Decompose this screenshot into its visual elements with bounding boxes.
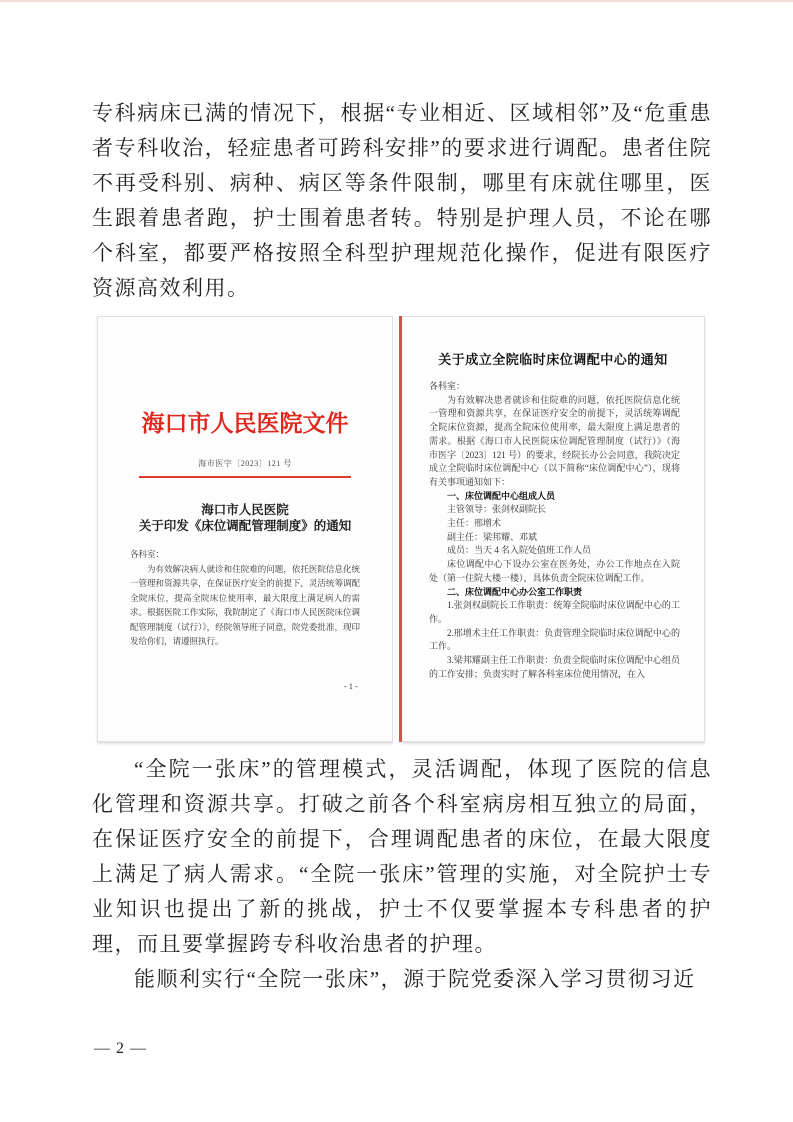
notice2-title: 关于成立全院临时床位调配中心的通知 [438, 352, 668, 367]
personnel-line: 成员：当天 4 名入院处值班工作人员 [447, 545, 592, 556]
notice-title-line1: 海口市人民医院 [201, 503, 289, 517]
red-rule-line [139, 476, 351, 478]
duty-item: 2.邢增术主任工作职责：负责管理全院临时床位调配中心的工作。 [429, 627, 680, 652]
salutation: 各科室： [130, 549, 165, 559]
notice-body-paragraph: 为有效解决病人就诊和住院难的问题，依托医院信息化统一管理和资源共享，在保证医疗安全的前提下，灵活统筹调配全院床位，提高全院床位使用率，最大限度上满足病人的需求。根据医院工作实际，我院制定了《海口市人民医院床位调配管理制度（试行）》，经院领导班子同意，院党委批准，现印发给你们，请遵照执行。 [130, 563, 360, 646]
scan-left-document-image [97, 316, 393, 742]
duty-item: 1.张剑权副院长工作职责：统筹全院临时床位调配中心的工作。 [429, 600, 680, 624]
section1-paragraph: 床位调配中心下设办公室在医务处，办公工作地点在入院处（第一住院大楼一楼），具体负责全院床位调配工作。 [429, 559, 680, 583]
middle-paragraph: “全院一张床”的管理模式，灵活调配，体现了医院的信息化管理和资源共享。打破之前各个科室病房相互独立的局面，在保证医疗安全的前提下，合理调配患者的床位，在最大限度上满足了病人需求。“全院一张床”管理的实施，对全院护士专业知识也提出了新的挑战，护士不仅要掌握本专科患者的护理，而且要掌握跨专科收治患者的护理。 [92, 757, 712, 956]
section2-heading: 二、床位调配中心办公室工作职责 [447, 586, 583, 597]
document-number: 海市医字〔2023〕121 号 [198, 459, 292, 468]
bottom-paragraph: 能顺利实行“全院一张床”，源于院党委深入学习贯彻习近 [134, 967, 696, 991]
scan-page-marker: - 1 - [343, 680, 358, 691]
notice-title-line2: 关于印发《床位调配管理制度》的通知 [138, 519, 352, 533]
notice2-body-block [402, 380, 704, 681]
embedded-scanned-documents [97, 316, 705, 742]
top-paragraph: 专科病床已满的情况下，根据“专业相近、区域相邻”及“危重患者专科收治，轻症患者可跨科安排”的要求进行调配。患者住院不再受科别、病种、病区等条件限制，哪里有床就住哪里，医生跟着患者跑，护士围着患者转。特别是护理人员，不论在哪个科室，都要严格按照全科型护理规范化操作，促进有限医疗资源高效利用。 [92, 101, 712, 300]
scan-right-document-image [402, 316, 705, 742]
personnel-line: 副主任：梁邦耀、邓斌 [447, 531, 538, 542]
personnel-line: 主任：邢增术 [447, 518, 502, 529]
notice-body-block [98, 547, 392, 649]
lower-text-block [92, 752, 712, 997]
salutation: 各科室： [429, 381, 466, 391]
page-top-edge-line [0, 0, 793, 2]
page-number: — 2 — [94, 1040, 147, 1057]
hospital-masthead-title: 海口市人民医院文件 [141, 411, 349, 436]
notice2-paragraph-1: 为有效解决患者就诊和住院难的问题，依托医院信息化统一管理和资源共享，在保证医疗安全的前提下，灵活统筹调配全院床位资源，提高全院床位使用率，最大限度上满足患者的需求。根据《海口市人民医院床位调配管理制度（试行）》（海市医字〔2023〕121 号）的要求，经院长办公会同意，我院决定成立全院临时床位调配中心（以下简称“床位调配中心”），现将有关事项通知如下： [429, 394, 680, 487]
personnel-line: 主管领导：张剑权副院长 [447, 504, 547, 515]
duty-item: 3.梁邦耀副主任工作职责：负责全院临时床位调配中心组员的工作安排；负责实时了解各科室床位使用情况，在入 [429, 655, 680, 679]
section1-heading: 一、床位调配中心组成人员 [447, 490, 556, 501]
notice-title [98, 502, 392, 534]
